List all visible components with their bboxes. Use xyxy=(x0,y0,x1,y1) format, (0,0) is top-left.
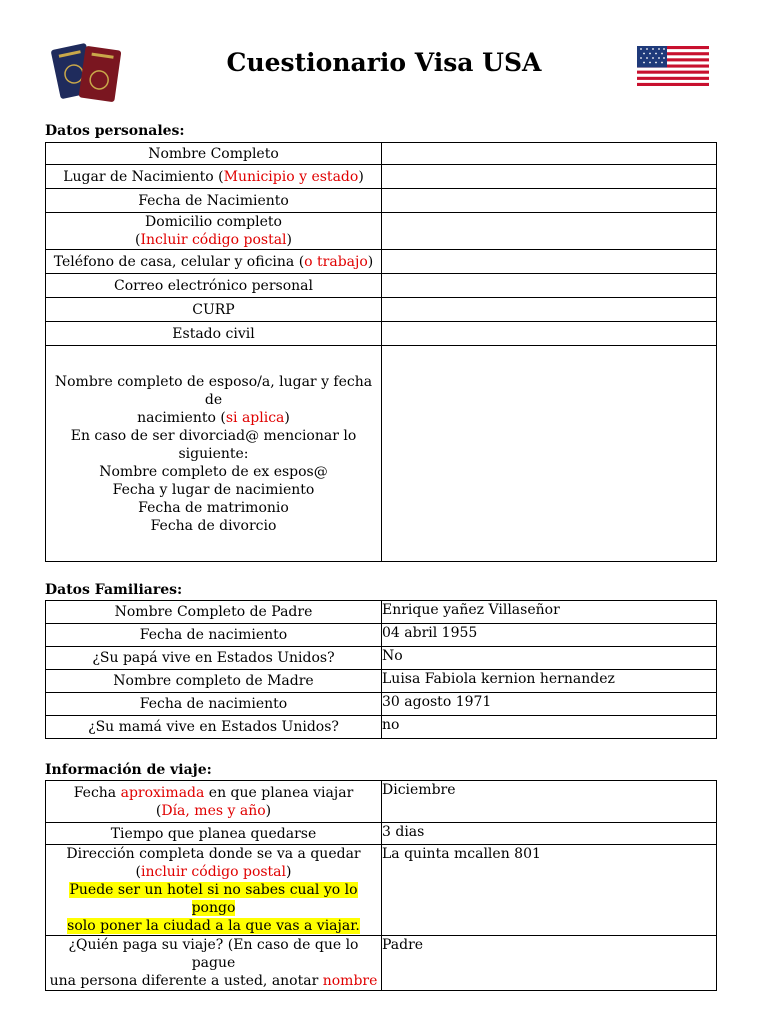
highlighted-note: Puede ser un hotel si no sabes cual yo lo pongo xyxy=(69,882,358,916)
table-row xyxy=(46,823,717,845)
header xyxy=(0,0,768,110)
row-label: ¿Quién paga su viaje? (En caso de que lo pague una persona diferente a usted, anotar nombre xyxy=(46,936,382,991)
section-title-family: Datos Familiares: xyxy=(45,582,183,598)
birthdate-field[interactable] xyxy=(382,189,717,213)
full-name-field[interactable] xyxy=(382,143,717,165)
row-label: Nombre completo de esposo/a, lugar y fecha de nacimiento (si aplica) En caso de ser divorciad@ mencionar lo siguiente: Nombre completo de ex espos@ Fecha y lugar de nacimiento Fecha de matrimonio Fecha de divorcio xyxy=(46,346,382,562)
table-row xyxy=(46,346,717,562)
table-row xyxy=(46,781,717,823)
row-label: ¿Su papá vive en Estados Unidos? xyxy=(46,647,382,670)
table-row xyxy=(46,693,717,716)
section-title-personal: Datos personales: xyxy=(45,123,185,139)
email-field[interactable] xyxy=(382,274,717,298)
phone-field[interactable] xyxy=(382,250,717,274)
table-row xyxy=(46,845,717,936)
table-row xyxy=(46,213,717,250)
mother-name-field[interactable]: Luisa Fabiola kernion hernandez xyxy=(382,670,717,693)
row-label: Fecha de Nacimiento xyxy=(46,189,382,213)
row-label: Fecha de nacimiento xyxy=(46,693,382,716)
row-label: Fecha aproximada en que planea viajar (Día, mes y año) xyxy=(46,781,382,823)
birthplace-field[interactable] xyxy=(382,165,717,189)
marital-status-field[interactable] xyxy=(382,322,717,346)
table-row xyxy=(46,165,717,189)
table-row xyxy=(46,274,717,298)
stay-length-field[interactable]: 3 dias xyxy=(382,823,717,845)
stay-address-field[interactable]: La quinta mcallen 801 xyxy=(382,845,717,936)
row-label: CURP xyxy=(46,298,382,322)
row-label: Correo electrónico personal xyxy=(46,274,382,298)
table-row xyxy=(46,601,717,624)
row-label: Dirección completa donde se va a quedar (incluir código postal) Puede ser un hotel si no sabes cual yo lo pongo solo poner la ciudad a la que vas a viajar. xyxy=(46,845,382,936)
table-row xyxy=(46,322,717,346)
address-field[interactable] xyxy=(382,213,717,250)
table-row xyxy=(46,189,717,213)
row-label: Tiempo que planea quedarse xyxy=(46,823,382,845)
family-data-table xyxy=(45,600,717,739)
father-in-us-field[interactable]: No xyxy=(382,647,717,670)
table-row xyxy=(46,936,717,991)
row-label: Domicilio completo (Incluir código postal) xyxy=(46,213,382,250)
father-name-field[interactable]: Enrique yañez Villaseñor xyxy=(382,601,717,624)
page-title: Cuestionario Visa USA xyxy=(226,48,542,77)
section-title-travel: Información de viaje: xyxy=(45,762,212,778)
us-flag-icon xyxy=(637,46,709,86)
table-row xyxy=(46,716,717,739)
table-row xyxy=(46,647,717,670)
row-label: Nombre Completo xyxy=(46,143,382,165)
row-label: Nombre completo de Madre xyxy=(46,670,382,693)
table-row xyxy=(46,143,717,165)
personal-data-table xyxy=(45,142,717,562)
table-row xyxy=(46,670,717,693)
row-label: Estado civil xyxy=(46,322,382,346)
table-row xyxy=(46,250,717,274)
spouse-info-field[interactable] xyxy=(382,346,717,562)
curp-field[interactable] xyxy=(382,298,717,322)
mother-birthdate-field[interactable]: 30 agosto 1971 xyxy=(382,693,717,716)
highlighted-note: solo poner la ciudad a la que vas a viajar. xyxy=(67,918,360,934)
travel-date-field[interactable]: Diciembre xyxy=(382,781,717,823)
row-label: Teléfono de casa, celular y oficina (o trabajo) xyxy=(46,250,382,274)
row-label: ¿Su mamá vive en Estados Unidos? xyxy=(46,716,382,739)
father-birthdate-field[interactable]: 04 abril 1955 xyxy=(382,624,717,647)
payer-field[interactable]: Padre xyxy=(382,936,717,991)
travel-info-table xyxy=(45,780,717,991)
row-label: Lugar de Nacimiento (Municipio y estado) xyxy=(46,165,382,189)
table-row xyxy=(46,624,717,647)
row-label: Fecha de nacimiento xyxy=(46,624,382,647)
mother-in-us-field[interactable]: no xyxy=(382,716,717,739)
table-row xyxy=(46,298,717,322)
row-label: Nombre Completo de Padre xyxy=(46,601,382,624)
